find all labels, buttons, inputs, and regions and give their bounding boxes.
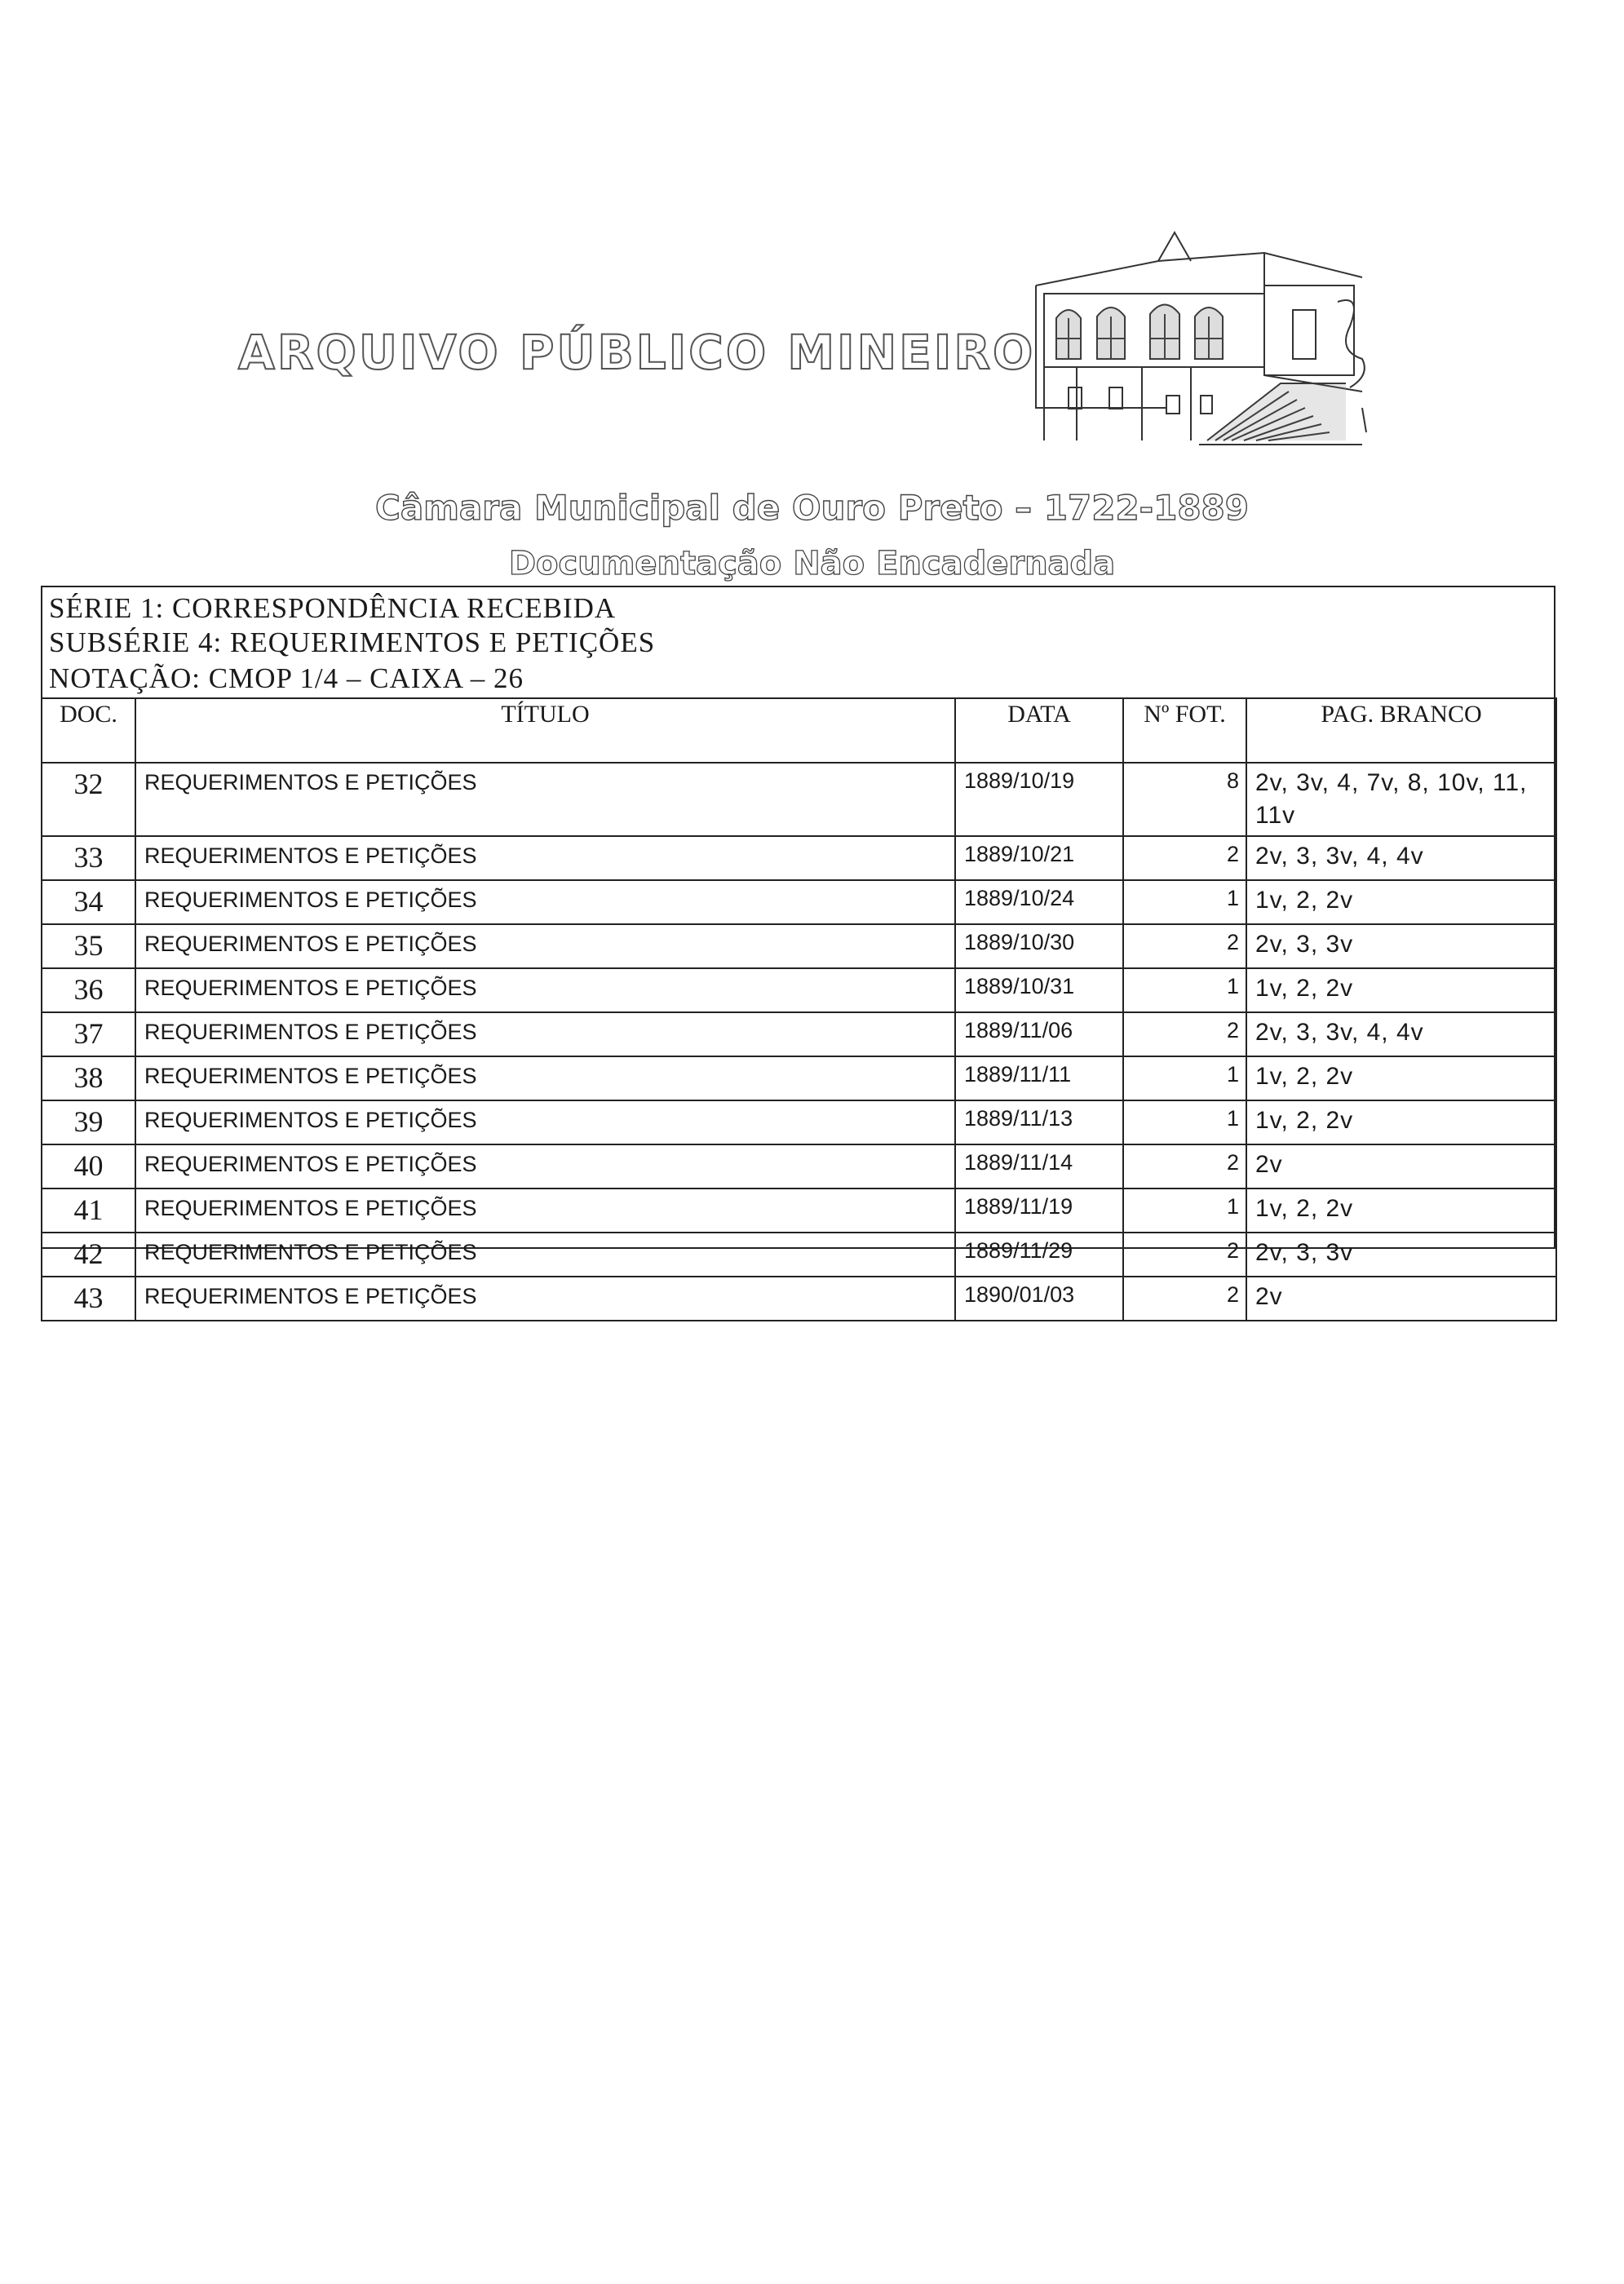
photos-cell: 1 <box>1123 880 1246 924</box>
photos-cell: 1 <box>1123 968 1246 1012</box>
table-row <box>42 968 1556 1012</box>
blank-pages-cell: 2v, 3, 3v, 4, 4v <box>1246 836 1556 880</box>
table-row <box>42 1188 1556 1233</box>
column-header-pag-branco: PAG. BRANCO <box>1246 698 1556 763</box>
archive-title: ARQUIVO PÚBLICO MINEIRO <box>238 325 1036 380</box>
doc-cell: 32 <box>42 763 135 836</box>
date-cell: 1889/10/19 <box>955 763 1123 836</box>
blank-pages-cell: 1v, 2, 2v <box>1246 1056 1556 1100</box>
blank-pages-cell: 2v, 3, 3v, 4, 4v <box>1246 1012 1556 1056</box>
doc-cell: 37 <box>42 1012 135 1056</box>
table-row <box>42 1056 1556 1100</box>
title-cell: REQUERIMENTOS E PETIÇÕES <box>135 1100 955 1144</box>
table-row <box>42 763 1556 836</box>
photos-cell: 8 <box>1123 763 1246 836</box>
building-icon <box>1020 220 1378 457</box>
column-header-data: DATA <box>955 698 1123 763</box>
title-cell: REQUERIMENTOS E PETIÇÕES <box>135 880 955 924</box>
blank-pages-cell: 2v <box>1246 1144 1556 1188</box>
date-cell: 1889/10/30 <box>955 924 1123 968</box>
inventory-table <box>41 697 1557 1321</box>
table-row <box>42 836 1556 880</box>
date-cell: 1889/11/13 <box>955 1100 1123 1144</box>
photos-cell: 2 <box>1123 1144 1246 1188</box>
photos-cell: 2 <box>1123 836 1246 880</box>
title-cell: REQUERIMENTOS E PETIÇÕES <box>135 1233 955 1277</box>
blank-pages-cell: 2v, 3, 3v <box>1246 924 1556 968</box>
photos-cell: 1 <box>1123 1188 1246 1233</box>
date-cell: 1889/11/14 <box>955 1144 1123 1188</box>
doc-cell: 42 <box>42 1233 135 1277</box>
table-row <box>42 924 1556 968</box>
column-header-titulo: TÍTULO <box>135 698 955 763</box>
title-cell: REQUERIMENTOS E PETIÇÕES <box>135 836 955 880</box>
doc-cell: 40 <box>42 1144 135 1188</box>
doc-cell: 39 <box>42 1100 135 1144</box>
table-row <box>42 1233 1556 1277</box>
date-cell: 1889/10/21 <box>955 836 1123 880</box>
doc-cell: 34 <box>42 880 135 924</box>
photos-cell: 1 <box>1123 1100 1246 1144</box>
notacao-line: NOTAÇÃO: CMOP 1/4 – CAIXA – 26 <box>49 662 524 694</box>
blank-pages-cell: 2v, 3v, 4, 7v, 8, 10v, 11, 11v <box>1246 763 1556 836</box>
doc-cell: 33 <box>42 836 135 880</box>
title-cell: REQUERIMENTOS E PETIÇÕES <box>135 968 955 1012</box>
title-cell: REQUERIMENTOS E PETIÇÕES <box>135 1012 955 1056</box>
title-cell: REQUERIMENTOS E PETIÇÕES <box>135 763 955 836</box>
blank-pages-cell: 1v, 2, 2v <box>1246 880 1556 924</box>
doc-cell: 36 <box>42 968 135 1012</box>
date-cell: 1889/11/29 <box>955 1233 1123 1277</box>
date-cell: 1889/11/19 <box>955 1188 1123 1233</box>
date-cell: 1889/10/31 <box>955 968 1123 1012</box>
document-subtitle: Documentação Não Encadernada <box>508 545 1116 582</box>
table-header-row <box>42 698 1556 763</box>
table-row <box>42 880 1556 924</box>
doc-cell: 41 <box>42 1188 135 1233</box>
serie-line: SÉRIE 1: CORRESPONDÊNCIA RECEBIDA <box>49 592 617 624</box>
photos-cell: 2 <box>1123 924 1246 968</box>
photos-cell: 1 <box>1123 1056 1246 1100</box>
table-row <box>42 1012 1556 1056</box>
blank-pages-cell: 2v, 3, 3v <box>1246 1233 1556 1277</box>
table-row <box>42 1100 1556 1144</box>
blank-pages-cell: 1v, 2, 2v <box>1246 1188 1556 1233</box>
doc-cell: 43 <box>42 1277 135 1321</box>
blank-pages-cell: 2v <box>1246 1277 1556 1321</box>
column-header-fotos: Nº FOT. <box>1123 698 1246 763</box>
date-cell: 1889/11/11 <box>955 1056 1123 1100</box>
date-cell: 1889/11/06 <box>955 1012 1123 1056</box>
title-cell: REQUERIMENTOS E PETIÇÕES <box>135 1056 955 1100</box>
table-row <box>42 1144 1556 1188</box>
date-cell: 1889/10/24 <box>955 880 1123 924</box>
fonds-title: Câmara Municipal de Ouro Preto – 1722-1889 <box>375 488 1249 528</box>
title-cell: REQUERIMENTOS E PETIÇÕES <box>135 1144 955 1188</box>
table-row <box>42 1277 1556 1321</box>
title-cell: REQUERIMENTOS E PETIÇÕES <box>135 924 955 968</box>
blank-pages-cell: 1v, 2, 2v <box>1246 1100 1556 1144</box>
title-cell: REQUERIMENTOS E PETIÇÕES <box>135 1277 955 1321</box>
title-cell: REQUERIMENTOS E PETIÇÕES <box>135 1188 955 1233</box>
date-cell: 1890/01/03 <box>955 1277 1123 1321</box>
doc-cell: 38 <box>42 1056 135 1100</box>
doc-cell: 35 <box>42 924 135 968</box>
blank-pages-cell: 1v, 2, 2v <box>1246 968 1556 1012</box>
subserie-line: SUBSÉRIE 4: REQUERIMENTOS E PETIÇÕES <box>49 626 656 658</box>
photos-cell: 2 <box>1123 1012 1246 1056</box>
photos-cell: 2 <box>1123 1277 1246 1321</box>
column-header-doc: DOC. <box>42 698 135 763</box>
photos-cell: 2 <box>1123 1233 1246 1277</box>
